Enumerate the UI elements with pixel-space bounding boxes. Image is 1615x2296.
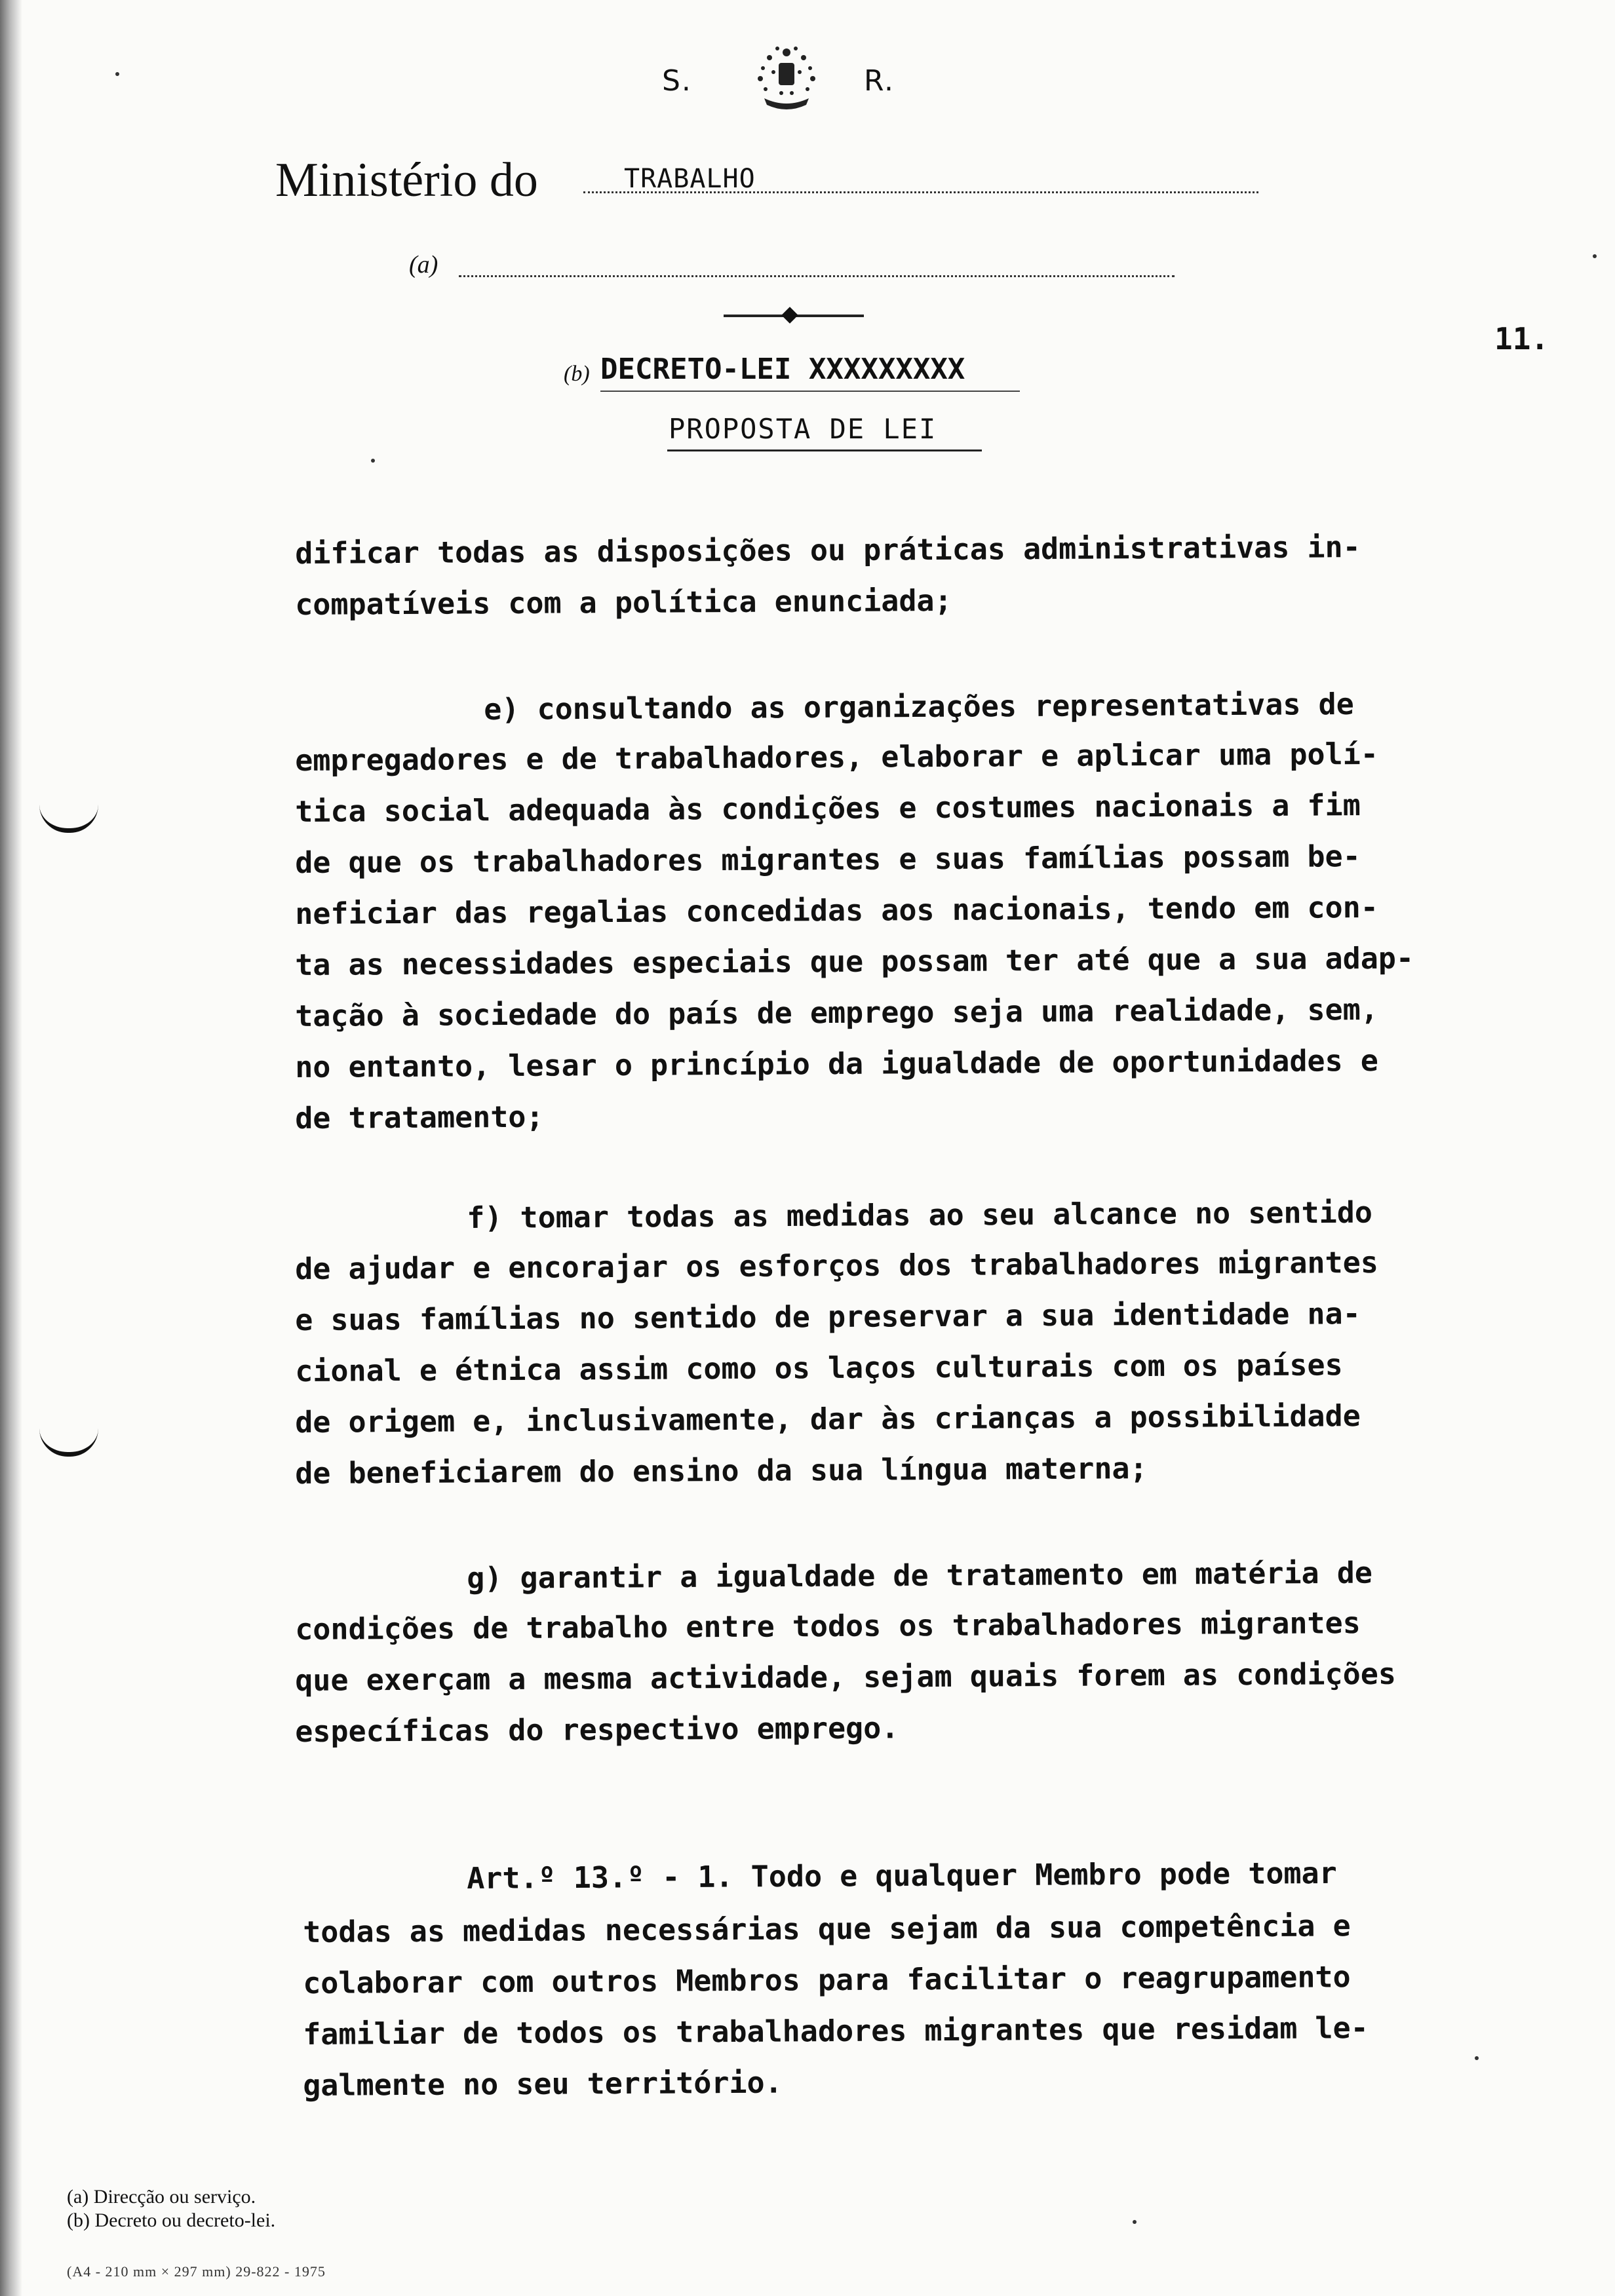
header-r-letter: R. bbox=[864, 64, 895, 98]
field-a-dotted-line bbox=[459, 275, 1175, 277]
body-line: ta as necessidades especiais que possam ter até que a sua adap- bbox=[295, 940, 1414, 982]
divider-diamond-icon bbox=[781, 307, 798, 323]
body-line: familiar de todos os trabalhadores migrantes que residam le- bbox=[303, 2010, 1369, 2052]
struck-out-type: DECRETO-LEI XXXXXXXXX bbox=[600, 353, 965, 386]
scan-speck bbox=[1133, 2220, 1137, 2224]
body-line: Art.º 13.º - 1. Todo e qualquer Membro pode tomar bbox=[467, 1855, 1337, 1896]
body-line: de que os trabalhadores migrantes e suas famílias possam be- bbox=[295, 839, 1361, 880]
body-line: cional e étnica assim como os laços culturais com os países bbox=[295, 1347, 1343, 1388]
field-b-label: (b) bbox=[564, 362, 590, 386]
scan-edge-shadow bbox=[0, 0, 22, 2296]
scan-speck bbox=[1593, 254, 1597, 258]
print-info: (A4 - 210 mm × 297 mm) 29-822 - 1975 bbox=[67, 2263, 326, 2280]
body-line: de tratamento; bbox=[295, 1099, 544, 1136]
body-line: e) consultando as organizações representativas de bbox=[484, 686, 1354, 727]
body-line: g) garantir a igualdade de tratamento em matéria de bbox=[467, 1555, 1373, 1596]
footnote-a: (a) Direcção ou serviço. bbox=[67, 2186, 256, 2208]
body-line: f) tomar todas as medidas ao seu alcance no sentido bbox=[467, 1195, 1373, 1235]
body-line: todas as medidas necessárias que sejam da sua competência e bbox=[303, 1908, 1351, 1949]
body-line: e suas famílias no sentido de preservar a sua identidade na- bbox=[295, 1296, 1361, 1337]
body-line: de beneficiarem do ensino da sua língua materna; bbox=[295, 1451, 1148, 1491]
ministry-value: TRABALHO bbox=[624, 164, 756, 194]
body-line: de ajudar e encorajar os esforços dos trabalhadores migrantes bbox=[295, 1244, 1379, 1286]
scan-speck bbox=[115, 72, 119, 76]
page-number: 11. bbox=[1494, 321, 1549, 356]
title-underline bbox=[667, 450, 982, 451]
margin-mark bbox=[39, 1428, 98, 1457]
body-line: neficiar das regalias concedidas aos nacionais, tendo em con- bbox=[295, 889, 1379, 931]
body-line: no entanto, lesar o princípio da igualdade de oportunidades e bbox=[295, 1043, 1379, 1084]
body-line: tica social adequada às condições e costumes nacionais a fim bbox=[295, 788, 1361, 829]
body-line: de origem e, inclusivamente, dar às crianças a possibilidade bbox=[295, 1398, 1361, 1440]
ministry-label: Ministério do bbox=[275, 153, 538, 207]
footnote-b: (b) Decreto ou decreto-lei. bbox=[67, 2210, 276, 2231]
body-line: tação à sociedade do país de emprego seja uma realidade, sem, bbox=[295, 991, 1379, 1033]
scan-speck bbox=[371, 459, 375, 463]
scan-speck bbox=[1475, 2056, 1479, 2060]
body-line: galmente no seu território. bbox=[303, 2065, 783, 2103]
header-s-letter: S. bbox=[662, 64, 692, 98]
body-line: colaborar com outros Membros para facilitar o reagrupamento bbox=[303, 1959, 1351, 2000]
body-line: dificar todas as disposições ou práticas administrativas in- bbox=[295, 529, 1361, 571]
struck-underline bbox=[600, 391, 1020, 392]
body-line: específicas do respectivo emprego. bbox=[295, 1710, 899, 1749]
body-line: que exerçam a mesma actividade, sejam quais forem as condições bbox=[295, 1656, 1397, 1698]
body-line: empregadores e de trabalhadores, elaborar e aplicar uma polí- bbox=[295, 736, 1379, 778]
document-title: PROPOSTA DE LEI bbox=[669, 413, 937, 445]
body-line: compatíveis com a política enunciada; bbox=[295, 583, 952, 622]
body-line: condições de trabalho entre todos os trabalhadores migrantes bbox=[295, 1605, 1361, 1647]
coat-of-arms-emblem-icon bbox=[741, 41, 832, 119]
field-a-label: (a) bbox=[409, 251, 438, 278]
margin-mark bbox=[39, 805, 98, 833]
